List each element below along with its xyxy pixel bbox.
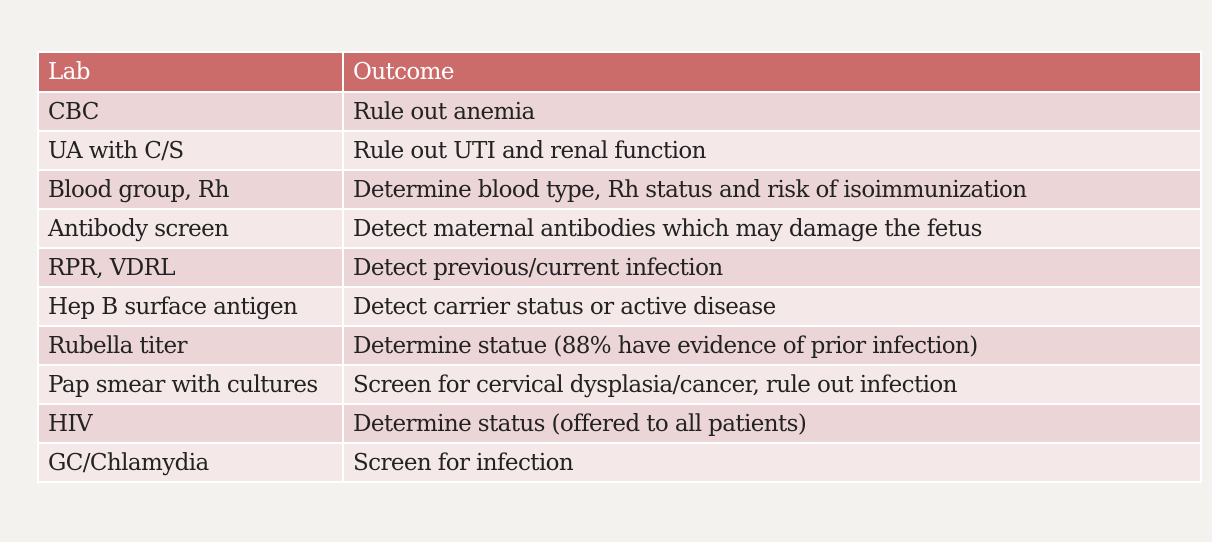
lab-cell: Pap smear with cultures xyxy=(38,365,343,404)
table-row xyxy=(38,209,1201,248)
outcome-cell: Determine blood type, Rh status and risk of isoimmunization xyxy=(343,170,1201,209)
outcome-cell: Determine statue (88% have evidence of prior infection) xyxy=(343,326,1201,365)
lab-outcome-table-container xyxy=(37,51,1200,483)
table-row xyxy=(38,365,1201,404)
outcome-cell: Screen for infection xyxy=(343,443,1201,482)
header-outcome: Outcome xyxy=(343,52,1201,92)
lab-cell: GC/Chlamydia xyxy=(38,443,343,482)
table-row xyxy=(38,404,1201,443)
lab-cell: Rubella titer xyxy=(38,326,343,365)
outcome-cell: Detect maternal antibodies which may damage the fetus xyxy=(343,209,1201,248)
table-row xyxy=(38,92,1201,131)
outcome-cell: Rule out UTI and renal function xyxy=(343,131,1201,170)
table-header-row xyxy=(38,52,1201,92)
lab-cell: HIV xyxy=(38,404,343,443)
table-row xyxy=(38,170,1201,209)
lab-cell: Antibody screen xyxy=(38,209,343,248)
lab-cell: Blood group, Rh xyxy=(38,170,343,209)
outcome-cell: Detect carrier status or active disease xyxy=(343,287,1201,326)
table-row xyxy=(38,131,1201,170)
table-row xyxy=(38,443,1201,482)
lab-outcome-table xyxy=(37,51,1202,483)
lab-cell: Hep B surface antigen xyxy=(38,287,343,326)
outcome-cell: Rule out anemia xyxy=(343,92,1201,131)
outcome-cell: Detect previous/current infection xyxy=(343,248,1201,287)
lab-cell: CBC xyxy=(38,92,343,131)
table-row xyxy=(38,287,1201,326)
outcome-cell: Screen for cervical dysplasia/cancer, rule out infection xyxy=(343,365,1201,404)
lab-cell: RPR, VDRL xyxy=(38,248,343,287)
table-row xyxy=(38,326,1201,365)
lab-cell: UA with C/S xyxy=(38,131,343,170)
table-row xyxy=(38,248,1201,287)
header-lab: Lab xyxy=(38,52,343,92)
outcome-cell: Determine status (offered to all patients) xyxy=(343,404,1201,443)
